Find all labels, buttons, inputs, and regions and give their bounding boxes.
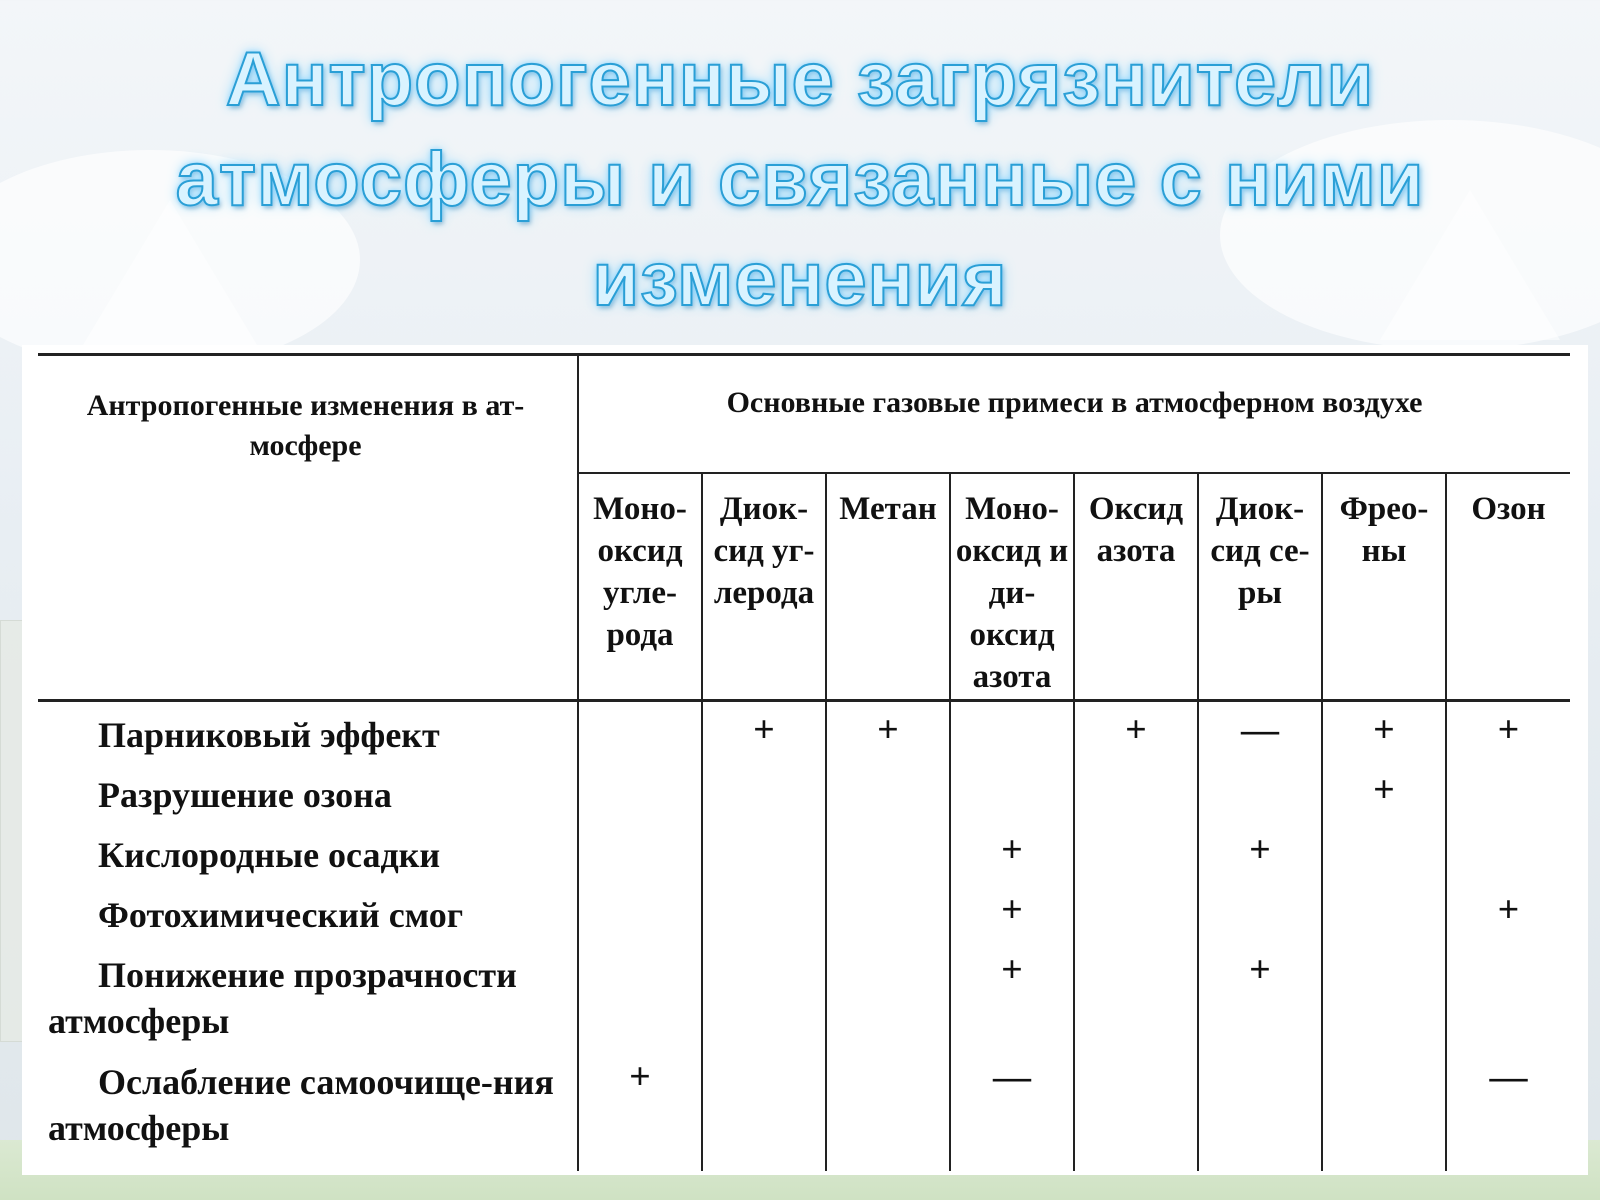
table-cell bbox=[1198, 882, 1322, 942]
table-cell bbox=[1074, 822, 1198, 882]
table-cell bbox=[1446, 822, 1570, 882]
table-cell bbox=[1322, 1049, 1446, 1171]
table-cell bbox=[578, 762, 702, 822]
table-row bbox=[38, 1049, 1570, 1171]
table-cell bbox=[1074, 1049, 1198, 1171]
table-cell bbox=[702, 822, 826, 882]
table-cell bbox=[1074, 762, 1198, 822]
table-row bbox=[38, 942, 1570, 1048]
table-cell: + bbox=[1446, 700, 1570, 762]
table-cell: + bbox=[950, 942, 1074, 1048]
pollutants-table bbox=[38, 353, 1570, 1171]
table-cell bbox=[826, 762, 950, 822]
table-cell: + bbox=[1198, 942, 1322, 1048]
table-cell: + bbox=[950, 822, 1074, 882]
table-cell bbox=[950, 762, 1074, 822]
table-cell bbox=[702, 882, 826, 942]
table-cell bbox=[1446, 942, 1570, 1048]
table-cell bbox=[578, 822, 702, 882]
table-cell bbox=[578, 700, 702, 762]
table-cell bbox=[702, 942, 826, 1048]
table-cell bbox=[702, 762, 826, 822]
slide-title: Антропогенные загрязнители атмосферы и связанные с ними изменения bbox=[175, 37, 1425, 322]
gas-header: Диок-сид уг-лерода bbox=[702, 473, 826, 700]
row-label: Фотохимический смог bbox=[98, 895, 464, 936]
table-cell: — bbox=[950, 1049, 1074, 1171]
table-cell: + bbox=[950, 882, 1074, 942]
table-cell bbox=[826, 822, 950, 882]
header-anthropogenic-changes: Антропогенные изменения в ат-мосфере bbox=[38, 355, 578, 701]
table-cell: + bbox=[1446, 882, 1570, 942]
table-cell bbox=[1322, 882, 1446, 942]
table-cell: — bbox=[1198, 700, 1322, 762]
gas-header: Моно-оксид угле-рода bbox=[578, 473, 702, 700]
table-cell bbox=[578, 942, 702, 1048]
table-cell: + bbox=[702, 700, 826, 762]
table-cell: + bbox=[826, 700, 950, 762]
table-cell: + bbox=[1322, 762, 1446, 822]
table-cell bbox=[1198, 1049, 1322, 1171]
table-row bbox=[38, 822, 1570, 882]
header-gas-impurities: Основные газовые примеси в атмосферном воздухе bbox=[578, 355, 1570, 473]
row-label: Парниковый эффект bbox=[98, 714, 440, 755]
table-cell bbox=[578, 882, 702, 942]
row-label: Ослабление самоочище-ния атмосферы bbox=[48, 1061, 554, 1148]
table-cell bbox=[1198, 762, 1322, 822]
table-cell bbox=[1074, 882, 1198, 942]
table-row bbox=[38, 700, 1570, 762]
table-cell: — bbox=[1446, 1049, 1570, 1171]
table-cell bbox=[702, 1049, 826, 1171]
gas-header: Оксид азота bbox=[1074, 473, 1198, 700]
gas-header: Метан bbox=[826, 473, 950, 700]
table-cell bbox=[950, 700, 1074, 762]
table-cell bbox=[826, 1049, 950, 1171]
table-cell: + bbox=[1198, 822, 1322, 882]
table-row bbox=[38, 882, 1570, 942]
gas-header: Фрео-ны bbox=[1322, 473, 1446, 700]
table-cell bbox=[1446, 762, 1570, 822]
table-cell: + bbox=[1074, 700, 1198, 762]
table-cell bbox=[826, 942, 950, 1048]
table-cell: + bbox=[1322, 700, 1446, 762]
gas-header: Моно-оксид и ди-оксид азота bbox=[950, 473, 1074, 700]
table-cell bbox=[1322, 942, 1446, 1048]
table-panel bbox=[22, 345, 1588, 1175]
row-label: Разрушение озона bbox=[98, 774, 392, 815]
gas-header: Диок-сид се-ры bbox=[1198, 473, 1322, 700]
table-cell bbox=[826, 882, 950, 942]
gas-header: Озон bbox=[1446, 473, 1570, 700]
table-cell bbox=[1074, 942, 1198, 1048]
row-label: Понижение прозрачности атмосферы bbox=[48, 955, 517, 1042]
table-cell bbox=[1322, 822, 1446, 882]
table-row bbox=[38, 762, 1570, 822]
row-label: Кислородные осадки bbox=[98, 834, 441, 875]
table-cell: + bbox=[578, 1049, 702, 1171]
